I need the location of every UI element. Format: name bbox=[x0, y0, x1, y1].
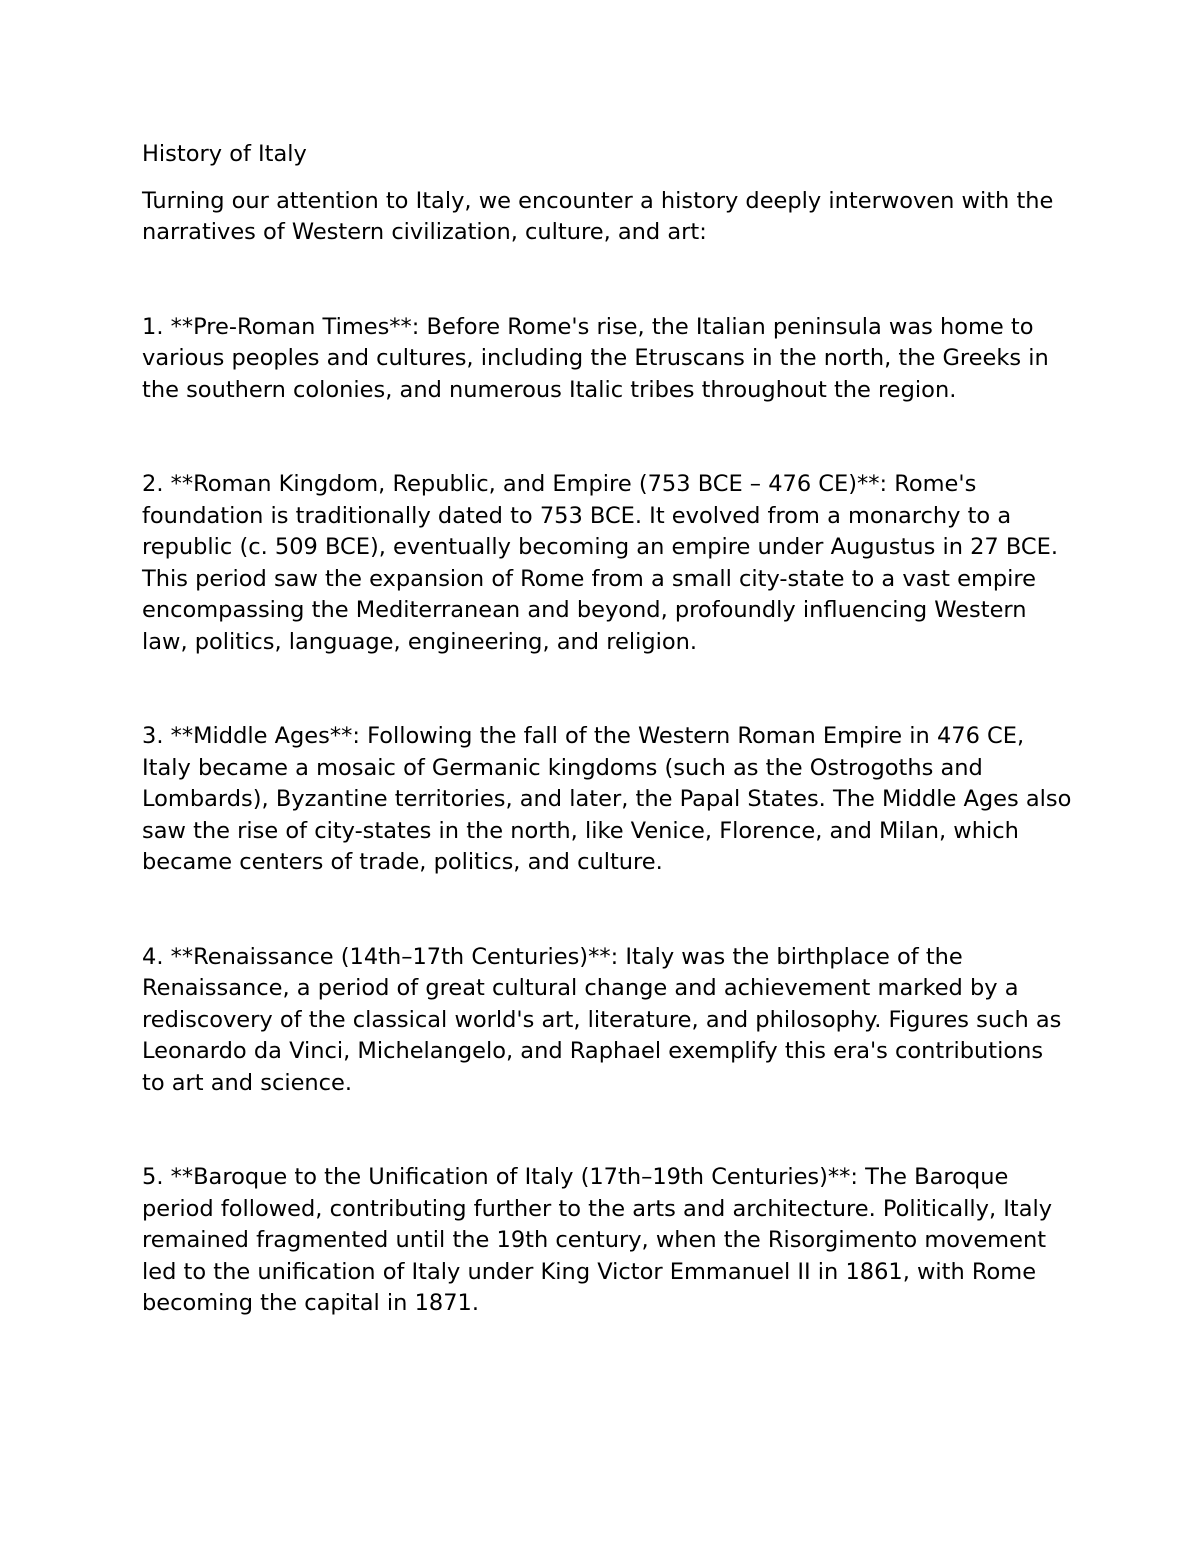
list-item-baroque-unification: 5. **Baroque to the Unification of Italy (17th–19th Centuries)**: The Baroque period followed, contributing further to the arts and architecture. Politically, Italy remained fragmented until the 19th century, when the Risorgimento movement led to the unification of Italy under King Victor Emmanuel II in 1861, with Rome becoming the capital in 1871. bbox=[142, 1164, 1053, 1316]
intro-paragraph: Turning our attention to Italy, we encounter a history deeply interwoven with the narratives of Western civilization, culture, and art: bbox=[142, 187, 1054, 245]
list-item-renaissance: 4. **Renaissance (14th–17th Centuries)**: Italy was the birthplace of the Renaissance, a period of great cultural change and achievement marked by a rediscovery of the classical world's art, literature, and philosophy. Figures such as Leonardo da Vinci, Michelangelo, and Raphael exemplify this era's contributions to art and science. bbox=[142, 943, 1062, 1096]
list-item-pre-roman: 1. **Pre-Roman Times**: Before Rome's rise, the Italian peninsula was home to various peoples and cultures, including the Etruscans in the north, the Greeks in the southern colonies, and numerous Italic tribes throughout the region. bbox=[142, 313, 1049, 403]
list-item-middle-ages: 3. **Middle Ages**: Following the fall of the Western Roman Empire in 476 CE, Italy became a mosaic of Germanic kingdoms (such as the Ostrogoths and Lombards), Byzantine territories, and later, the Papal States. The Middle Ages also saw the rise of city-states in the north, like Venice, Florence, and Milan, which became centers of trade, politics, and culture. bbox=[142, 723, 1072, 875]
document-body bbox=[142, 139, 1072, 1320]
list-item-roman: 2. **Roman Kingdom, Republic, and Empire (753 BCE – 476 CE)**: Rome's foundation is traditionally dated to 753 BCE. It evolved from a monarchy to a republic (c. 509 BCE), eventually becoming an empire under Augustus in 27 BCE. This period saw the expansion of Rome from a small city-state to a vast empire encompassing the Mediterranean and beyond, profoundly influencing Western law, politics, language, engineering, and religion. bbox=[142, 471, 1059, 655]
document-title: History of Italy bbox=[142, 141, 307, 167]
